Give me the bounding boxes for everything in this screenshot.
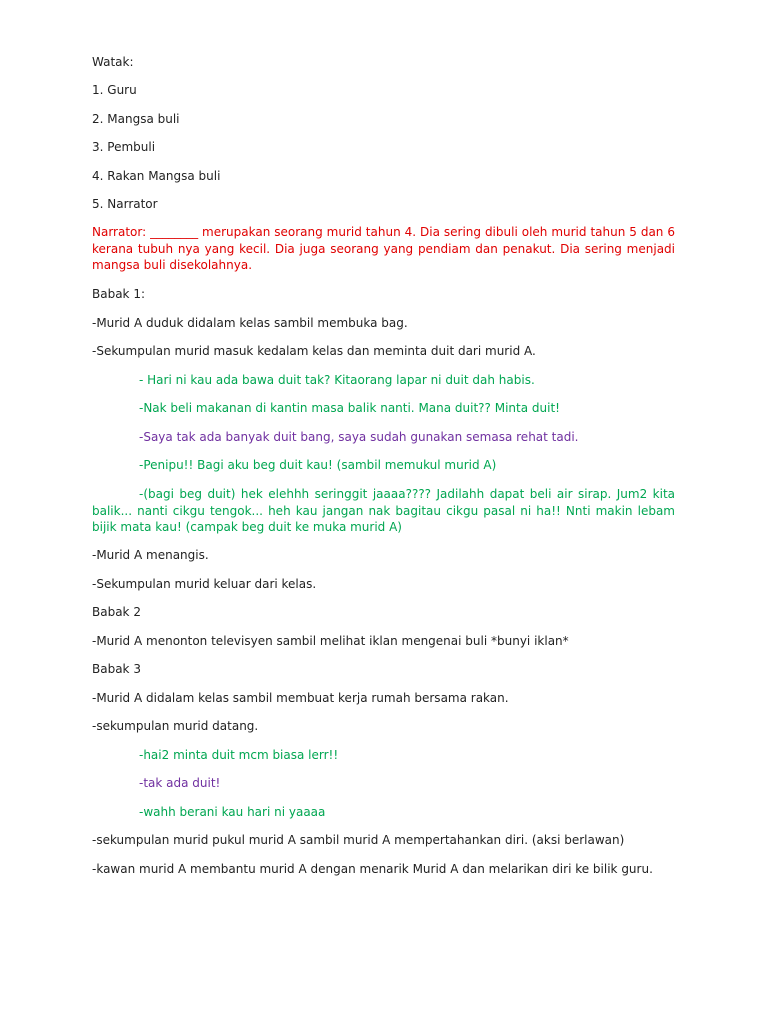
character-item: 3. Pembuli (92, 140, 156, 154)
scene1-heading: Babak 1: (92, 287, 145, 301)
narrator-paragraph: Narrator: ________ merupakan seorang murid tahun 4. Dia sering dibuli oleh murid tahun 5 dan 6 kerana tubuh nya yang kecil. Dia juga seorang yang pendiam dan penakut. Dia sering menjadi mangsa buli disekolahnya. (92, 225, 675, 272)
scene2-action: -Murid A menonton televisyen sambil melihat iklan mengenai buli *bunyi iklan* (92, 634, 569, 648)
scene3-heading: Babak 3 (92, 662, 141, 676)
victim-dialogue: -tak ada duit! (139, 776, 221, 790)
bully-dialogue: -Nak beli makanan di kantin masa balik nanti. Mana duit?? Minta duit! (139, 401, 560, 415)
bully-dialogue: -wahh berani kau hari ni yaaaa (139, 805, 326, 819)
scene3-action: -sekumpulan murid pukul murid A sambil murid A mempertahankan diri. (aksi berlawan) (92, 833, 625, 847)
scene2-heading: Babak 2 (92, 605, 141, 619)
scene1-action: -Sekumpulan murid masuk kedalam kelas dan meminta duit dari murid A. (92, 344, 536, 358)
bully-dialogue: -Penipu!! Bagi aku beg duit kau! (sambil memukul murid A) (139, 458, 497, 472)
character-item: 2. Mangsa buli (92, 112, 180, 126)
scene3-action: -kawan murid A membantu murid A dengan menarik Murid A dan melarikan diri ke bilik guru. (92, 862, 653, 876)
scene1-action: -Murid A duduk didalam kelas sambil membuka bag. (92, 316, 408, 330)
scene1-action: -Sekumpulan murid keluar dari kelas. (92, 577, 317, 591)
character-item: 5. Narrator (92, 197, 158, 211)
bully-dialogue: - Hari ni kau ada bawa duit tak? Kitaorang lapar ni duit dah habis. (139, 373, 535, 387)
bully-dialogue-paragraph: -(bagi beg duit) hek elehhh seringgit jaaaa???? Jadilahh dapat beli air sirap. Jum2 kita balik... nanti cikgu tengok... heh kau jangan nak bagitau cikgu pasal ni ha!! Nnti makin lebam bijik mata kau! (campak beg duit ke muka murid A) (92, 487, 675, 534)
character-item: 1. Guru (92, 83, 137, 97)
character-item: 4. Rakan Mangsa buli (92, 169, 221, 183)
bully-dialogue: -hai2 minta duit mcm biasa lerr!! (139, 748, 339, 762)
victim-dialogue: -Saya tak ada banyak duit bang, saya sudah gunakan semasa rehat tadi. (139, 430, 579, 444)
scene3-action: -sekumpulan murid datang. (92, 719, 259, 733)
scene3-action: -Murid A didalam kelas sambil membuat kerja rumah bersama rakan. (92, 691, 509, 705)
characters-heading: Watak: (92, 55, 134, 69)
scene1-action: -Murid A menangis. (92, 548, 209, 562)
